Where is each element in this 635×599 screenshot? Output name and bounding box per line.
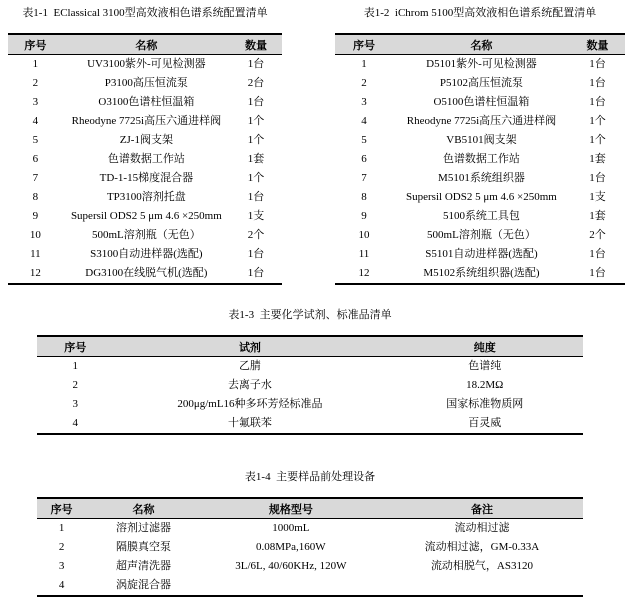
header-row (37, 336, 583, 357)
table-cell: 0.08MPa,160W (256, 541, 326, 553)
table-row (335, 188, 625, 207)
table-cell: 2 (361, 77, 367, 89)
table-cell: UV3100紫外-可见检测器 (87, 58, 206, 70)
table-cell: 4 (32, 115, 39, 127)
table-row (335, 150, 625, 169)
table-row (335, 93, 625, 112)
table-cell: 十氟联苯 (227, 417, 272, 429)
table-cell (381, 576, 583, 596)
table-cell: 5 (32, 134, 39, 146)
table-cell: 1台 (247, 58, 265, 70)
table-cell: 流动相脱气，AS3120 (430, 560, 533, 572)
table-row (8, 245, 282, 264)
table-cell: 1台 (247, 267, 265, 279)
table-cell: 国家标准物质网 (446, 398, 524, 410)
table-row (335, 169, 625, 188)
table-cell: 8 (32, 191, 39, 203)
table-cell: M5101系统组织器 (438, 172, 525, 184)
table-cell: 5 (361, 134, 367, 146)
column-header: 纯度 (386, 336, 583, 357)
table-row (335, 226, 625, 245)
table-cell: 10 (358, 229, 370, 241)
column-header: 数量 (570, 34, 625, 55)
table-cell: TP3100溶剂托盘 (106, 191, 186, 203)
column-header: 序号 (37, 336, 113, 357)
table-cell: 8 (361, 191, 367, 203)
table-cell: 1个 (247, 115, 265, 127)
table-cell: 12 (29, 267, 41, 279)
table-row (8, 112, 282, 131)
table-cell: M5102系统组织器(选配) (423, 267, 540, 279)
table-1-3-section (37, 308, 583, 435)
table-row (335, 207, 625, 226)
table-row (8, 131, 282, 150)
table-cell: P5102高压恒流泵 (439, 77, 523, 89)
table-row (8, 150, 282, 169)
table-row (8, 74, 282, 93)
table-cell: 3 (72, 398, 78, 410)
table-cell: TD-1-15梯度混合器 (99, 172, 194, 184)
table-row (8, 264, 282, 284)
column-header: 序号 (8, 34, 63, 55)
table-1-4-caption: 表1-4 主要样品前处理设备 (244, 471, 376, 483)
table-cell: 4 (58, 579, 65, 591)
table-row (335, 131, 625, 150)
table-cell: 18.2MΩ (466, 379, 504, 391)
table-cell: 1台 (247, 96, 265, 108)
table-row (335, 112, 625, 131)
table-cell: DG3100在线脱气机(选配) (85, 267, 208, 279)
table-cell: P3100高压恒流泵 (104, 77, 188, 89)
table-cell: 11 (358, 248, 370, 260)
table-row (37, 557, 583, 576)
table-cell: 12 (358, 267, 370, 279)
table-cell: VB5101阀支架 (446, 134, 517, 146)
table-cell: 4 (72, 417, 78, 429)
header-row (335, 34, 625, 55)
table-row (335, 74, 625, 93)
table-cell: 1 (58, 522, 65, 534)
header-row (8, 34, 282, 55)
table-row (37, 538, 583, 557)
header-row (37, 498, 583, 519)
table-cell: S3100自动进样器(选配) (90, 248, 203, 260)
table-row (37, 519, 583, 539)
table-1-2-caption: 表1-2 iChrom 5100型高效液相色谱系统配置清单 (363, 7, 597, 19)
table-cell: 1套 (589, 153, 606, 165)
table-cell: 2个 (247, 229, 265, 241)
table-cell: 1000mL (272, 522, 310, 534)
table-cell: 1支 (589, 191, 606, 203)
table-cell: Supersil ODS2 5 μm 4.6 ×250mm (406, 191, 557, 203)
table-cell: 2 (32, 77, 39, 89)
table-1-1-caption: 表1-1 EClassical 3100型高效液相色谱系统配置清单 (22, 7, 268, 19)
table-cell: 1 (72, 360, 78, 372)
table-1-3 (37, 335, 583, 435)
table-cell: 9 (361, 210, 367, 222)
table-cell: D5101紫外-可见检测器 (426, 58, 537, 70)
table-1-3-caption: 表1-3 主要化学试剂、标准品清单 (228, 309, 392, 321)
table-cell: 1个 (589, 134, 606, 146)
table-cell: 百灵威 (468, 417, 502, 429)
top-tables-row (8, 6, 625, 285)
table-1-1-section (8, 6, 282, 285)
table-cell: O3100色谱柱恒温箱 (98, 96, 195, 108)
table-cell: 1台 (589, 267, 606, 279)
table-cell: 500mL溶剂瓶（无色） (427, 229, 536, 241)
table-cell: O5100色谱柱恒温箱 (433, 96, 530, 108)
table-cell: 1个 (247, 134, 265, 146)
table-row (37, 376, 583, 395)
table-cell: Supersil ODS2 5 μm 4.6 ×250mm (70, 210, 222, 222)
table-cell: 色谱纯 (468, 360, 502, 372)
table-cell: 溶剂过滤器 (115, 522, 171, 534)
table-cell: 3 (58, 560, 65, 572)
table-cell: 1台 (247, 191, 265, 203)
table-cell: 200μg/mL16种多环芳烃标准品 (177, 398, 323, 410)
column-header: 备注 (381, 498, 583, 519)
table-1-2 (335, 33, 625, 285)
table-cell: 1个 (247, 172, 265, 184)
table-cell: 9 (32, 210, 39, 222)
table-cell: 1 (32, 58, 39, 70)
table-1-4-section (37, 470, 583, 597)
table-row (37, 395, 583, 414)
table-cell: 1支 (247, 210, 265, 222)
table-cell: 3 (361, 96, 367, 108)
table-row (8, 226, 282, 245)
table-cell: 1套 (589, 210, 606, 222)
table-cell: 2台 (247, 77, 265, 89)
table-1-4 (37, 497, 583, 597)
table-cell (201, 576, 381, 596)
column-header: 规格型号 (201, 498, 381, 519)
table-cell: 1个 (589, 115, 606, 127)
column-header: 序号 (37, 498, 86, 519)
table-cell: 3 (32, 96, 39, 108)
table-cell: 1台 (247, 248, 265, 260)
table-cell: 涡旋混合器 (115, 579, 171, 591)
table-1-2-section (335, 6, 625, 285)
table-row (335, 55, 625, 75)
table-cell: 流动相过滤，GM-0.33A (424, 541, 540, 553)
table-cell: ZJ-1阀支架 (119, 134, 173, 146)
column-header: 名称 (393, 34, 570, 55)
table-row (8, 188, 282, 207)
table-cell: 11 (30, 248, 41, 260)
table-cell: 隔膜真空泵 (115, 541, 171, 553)
table-cell: 去离子水 (227, 379, 272, 391)
table-row (8, 55, 282, 75)
table-cell: 色谱数据工作站 (107, 153, 185, 165)
table-cell: 1台 (589, 77, 606, 89)
table-cell: 流动相过滤 (454, 522, 510, 534)
column-header: 序号 (335, 34, 393, 55)
table-cell: 2 (72, 379, 78, 391)
table-cell: 超声清洗器 (115, 560, 171, 572)
column-header: 名称 (86, 498, 201, 519)
table-cell: 1台 (589, 172, 606, 184)
table-cell: 1台 (589, 96, 606, 108)
table-cell: 500mL溶剂瓶（无色） (91, 229, 201, 241)
table-row (8, 207, 282, 226)
column-header: 试剂 (113, 336, 386, 357)
table-cell: 7 (32, 172, 39, 184)
table-cell: 1套 (247, 153, 265, 165)
table-row (335, 264, 625, 284)
table-cell: 2 (58, 541, 65, 553)
table-cell: 3L/6L, 40/60KHz, 120W (235, 560, 347, 572)
table-cell: S5101自动进样器(选配) (425, 248, 538, 260)
table-cell: 4 (361, 115, 367, 127)
column-header: 数量 (230, 34, 282, 55)
table-cell: 色谱数据工作站 (442, 153, 520, 165)
table-row (8, 93, 282, 112)
table-cell: 1台 (589, 58, 606, 70)
table-cell: Rheodyne 7725i高压六通进样阀 (71, 115, 222, 127)
table-cell: 6 (361, 153, 367, 165)
table-cell: 7 (361, 172, 367, 184)
table-cell: 6 (32, 153, 39, 165)
table-row (37, 357, 583, 377)
table-row (37, 576, 583, 596)
column-header: 名称 (63, 34, 230, 55)
table-cell: 1台 (589, 248, 606, 260)
table-row (8, 169, 282, 188)
table-1-1 (8, 33, 282, 285)
table-cell: 乙腈 (238, 360, 261, 372)
table-cell: Rheodyne 7725i高压六通进样阀 (406, 115, 557, 127)
table-cell: 2个 (589, 229, 606, 241)
table-row (335, 245, 625, 264)
table-cell: 10 (29, 229, 41, 241)
table-cell: 5100系统工具包 (442, 210, 520, 222)
table-row (37, 414, 583, 434)
table-cell: 1 (361, 58, 367, 70)
